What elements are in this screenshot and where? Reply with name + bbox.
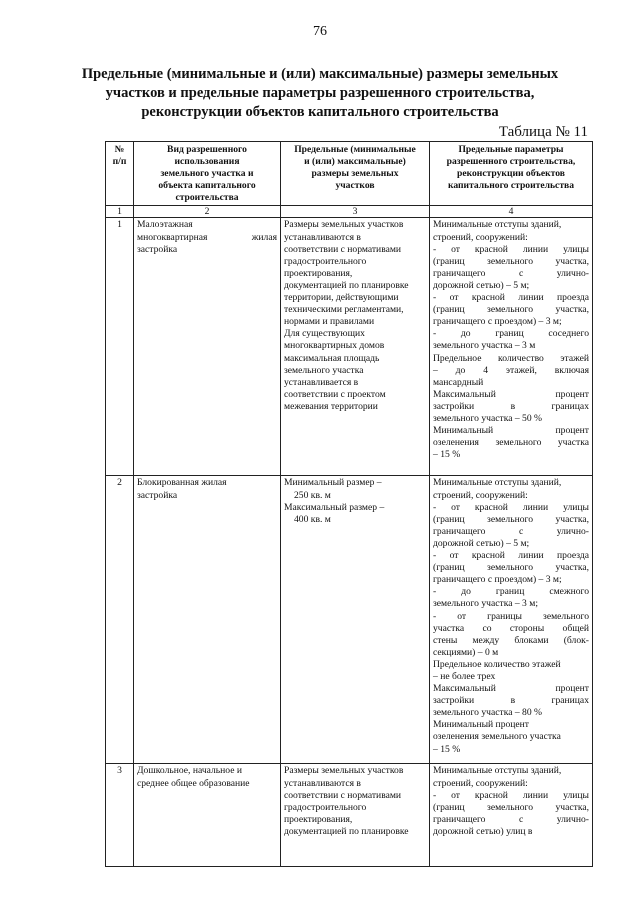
cell-line: застройка	[137, 489, 178, 501]
cell-line: максимальная площадь	[284, 352, 380, 364]
cell-line: граничащего с проездом) – 3 м;	[433, 316, 562, 328]
header-row	[106, 142, 593, 206]
cell-line: стены между блоками (блок-	[433, 634, 589, 646]
cell-line: застройки в границах	[433, 400, 589, 412]
cell-line: устанавливаются в	[284, 231, 361, 243]
cell-line: (границ земельного участка,	[433, 513, 589, 525]
plot-size-cell	[281, 218, 430, 476]
use-type-cell	[134, 218, 281, 476]
parameters-cell	[430, 764, 593, 867]
cell-line: 400 кв. м	[294, 513, 331, 525]
cell-line: – не более трех	[433, 670, 496, 682]
cell-line: Минимальные отступы зданий,	[433, 219, 562, 231]
cell-line: Блокированная жилая	[137, 477, 227, 489]
column-number: 4	[430, 206, 593, 218]
cell-line: нормами и правилами	[284, 316, 375, 328]
cell-line: проектирования,	[284, 267, 353, 279]
cell-line: Максимальный размер –	[284, 501, 385, 513]
parameters-cell	[430, 476, 593, 764]
cell-line: участка со стороны общей	[433, 622, 589, 634]
cell-line: межевания территории	[284, 400, 378, 412]
cell-line: (границ земельного участка,	[433, 304, 589, 316]
table-row	[106, 218, 593, 476]
cell-line: Минимальный процент	[433, 719, 530, 731]
cell-line: 250 кв. м	[294, 489, 331, 501]
cell-line: граничащего с проездом) – 3 м;	[433, 574, 562, 586]
cell-line: соответствии с нормативами	[284, 243, 402, 255]
cell-line: (границ земельного участка,	[433, 801, 589, 813]
cell-line: техническими регламентами,	[284, 304, 404, 316]
cell-line: озеленения земельного участка	[433, 731, 561, 743]
cell-line: многоквартирных домов	[284, 340, 385, 352]
column-number: 2	[134, 206, 281, 218]
cell-line: застройка	[137, 243, 178, 255]
cell-line: земельного участка	[284, 364, 364, 376]
page-number: 76	[313, 24, 327, 39]
cell-line: документацией по планировке	[284, 825, 409, 837]
document-title	[70, 65, 570, 122]
cell-line: Минимальный размер –	[284, 477, 382, 489]
land-use-table	[105, 141, 593, 867]
use-type-cell	[134, 764, 281, 867]
cell-line: - до границ смежного	[433, 586, 589, 598]
use-type-cell	[134, 476, 281, 764]
plot-size-cell	[281, 476, 430, 764]
cell-line: Минимальный процент	[433, 425, 589, 437]
cell-line: граничащего с улично-	[433, 525, 589, 537]
cell-line: земельного участка – 50 %	[433, 412, 543, 424]
cell-line: соответствии с проектом	[284, 388, 386, 400]
cell-line: граничащего с улично-	[433, 267, 589, 279]
title-line: реконструкции объектов капитального строительства	[141, 104, 499, 120]
cell-line: озеленения земельного участка	[433, 437, 589, 449]
title-line: участков и предельные параметры разрешенного строительства,	[105, 85, 535, 101]
cell-line: застройки в границах	[433, 695, 589, 707]
cell-line: строений, сооружений:	[433, 777, 528, 789]
cell-line: дорожной сетью) улиц в	[433, 825, 533, 837]
cell-line: устанавливается в	[284, 376, 359, 388]
cell-line: Размеры земельных участков	[284, 219, 404, 231]
title-line: Предельные (минимальные и (или) максимальные) размеры земельных	[81, 66, 559, 82]
cell-line: - до границ соседнего	[433, 328, 589, 340]
row-number: 3	[106, 764, 134, 867]
cell-line: Малоэтажная	[137, 219, 193, 231]
cell-line: проектирования,	[284, 813, 353, 825]
cell-line: дорожной сетью) – 5 м;	[433, 537, 530, 549]
cell-line: - от красной линии улицы	[433, 501, 589, 513]
cell-line: земельного участка – 3 м;	[433, 598, 538, 610]
cell-line: Для существующих	[284, 328, 365, 340]
cell-line: - от красной линии проезда	[433, 292, 589, 304]
cell-line: территории, действующими	[284, 292, 399, 304]
cell-line: строений, сооружений:	[433, 489, 528, 501]
column-number-row	[106, 206, 593, 218]
cell-line: Минимальные отступы зданий,	[433, 765, 562, 777]
cell-line: многоквартирная жилая	[137, 231, 277, 243]
cell-line: устанавливаются в	[284, 777, 361, 789]
cell-line: - от красной линии улицы	[433, 789, 589, 801]
cell-line: градостроительного	[284, 801, 367, 813]
column-number: 1	[106, 206, 134, 218]
cell-line: секциями) – 0 м	[433, 646, 499, 658]
cell-line: - от границы земельного	[433, 610, 589, 622]
header-use-type: Вид разрешенного использования земельного участка и объекта капитального строительства	[134, 142, 281, 206]
cell-line: соответствии с нормативами	[284, 789, 402, 801]
row-number: 2	[106, 476, 134, 764]
cell-line: Максимальный процент	[433, 388, 589, 400]
cell-line: земельного участка – 3 м	[433, 340, 536, 352]
plot-size-cell	[281, 764, 430, 867]
cell-line: земельного участка – 80 %	[433, 707, 543, 719]
cell-line: дорожной сетью) – 5 м;	[433, 279, 530, 291]
header-parameters: Предельные параметры разрешенного строительства, реконструкции объектов капитального строительства	[430, 142, 593, 206]
table-label: Таблица № 11	[498, 124, 588, 140]
row-number: 1	[106, 218, 134, 476]
cell-line: (границ земельного участка,	[433, 255, 589, 267]
cell-line: Предельное количество этажей	[433, 658, 561, 670]
cell-line: Размеры земельных участков	[284, 765, 404, 777]
cell-line: – 15 %	[433, 743, 461, 755]
cell-line: документацией по планировке	[284, 279, 409, 291]
cell-line: Минимальные отступы зданий,	[433, 477, 562, 489]
cell-line: среднее общее образование	[137, 777, 250, 789]
cell-line: Предельное количество этажей	[433, 352, 589, 364]
table-row	[106, 476, 593, 764]
cell-line: Максимальный процент	[433, 683, 589, 695]
cell-line: мансардный	[433, 376, 484, 388]
cell-line: граничащего с улично-	[433, 813, 589, 825]
cell-line: - от красной линии улицы	[433, 243, 589, 255]
cell-line: градостроительного	[284, 255, 367, 267]
cell-line: – 15 %	[433, 449, 461, 461]
table-row	[106, 764, 593, 867]
header-plot-size: Предельные (минимальные и (или) максимальные) размеры земельных участков	[281, 142, 430, 206]
cell-line: строений, сооружений:	[433, 231, 528, 243]
column-number: 3	[281, 206, 430, 218]
parameters-cell	[430, 218, 593, 476]
cell-line: Дошкольное, начальное и	[137, 765, 243, 777]
header-number: № п/п	[106, 142, 134, 206]
cell-line: (границ земельного участка,	[433, 562, 589, 574]
cell-line: - от красной линии проезда	[433, 550, 589, 562]
cell-line: – до 4 этажей, включая	[433, 364, 589, 376]
